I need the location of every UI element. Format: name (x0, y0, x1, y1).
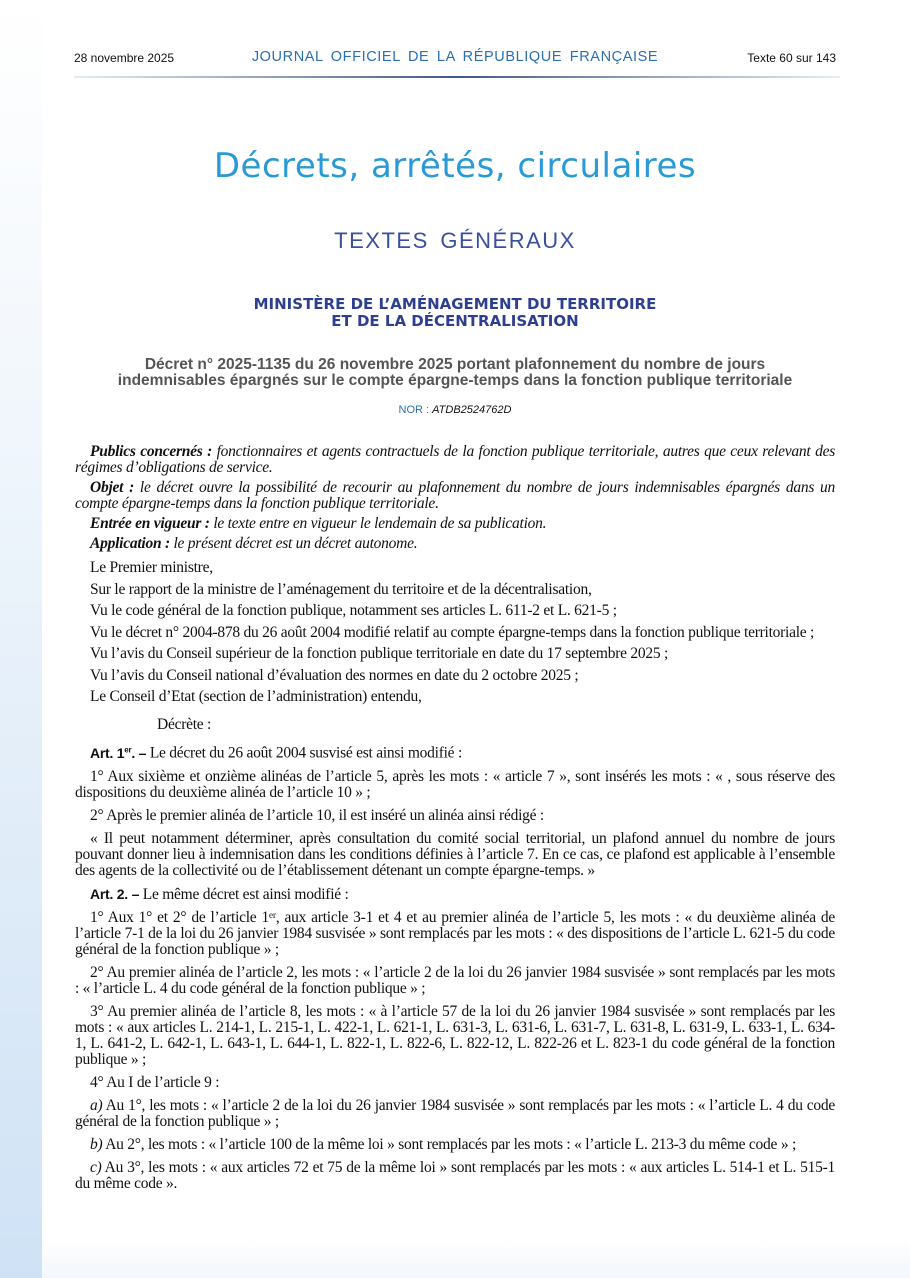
article-sup: er (124, 745, 132, 754)
nor-label: NOR : (398, 404, 430, 416)
subitem-letter: b) (90, 1135, 103, 1153)
visas (75, 560, 835, 733)
article-quote: « Il peut notamment déterminer, après consultation du comité social territorial, un plafond annuel du nombre de jours pouvant donner lieu à indemnisation dans les conditions définies à l’article 7. En ce cas, ce plafond est applicable à l’ensemble des agents de la collectivité ou de l’établissement détenant un compte épargne-temps. » (75, 829, 835, 879)
visa-line: Vu l’avis du Conseil national d’évaluation des normes en date du 2 octobre 2025 ; (90, 666, 579, 684)
section-title: Décrets, arrêtés, circulaires (213, 146, 697, 186)
header-text-number: Texte 60 sur 143 (747, 51, 836, 65)
preamble (75, 444, 835, 552)
visa-line: Vu le décret n° 2004-878 du 26 août 2004 modifié relatif au compte épargne-temps dans la fonction publique territoriale ; (90, 623, 815, 641)
article-subitem (75, 1098, 835, 1130)
subitem-text: Au 3°, les mots : « aux articles 72 et 75 de la même loi » sont remplacés par les mots : « aux articles L. 514-1 et L. 515-1 du même code ». (75, 1158, 835, 1192)
ministry-heading (0, 296, 910, 330)
article-subitem (75, 1137, 835, 1153)
article-number: Art. 1 (90, 744, 125, 761)
article-label (90, 745, 146, 761)
ministry-line: MINISTÈRE DE L’AMÉNAGEMENT DU TERRITOIRE (253, 295, 657, 313)
article-2 (75, 886, 835, 1192)
preamble-text: le présent décret est un décret autonome. (169, 535, 418, 552)
article-intro-text: Le décret du 26 août 2004 susvisé est ainsi modifié : (146, 744, 462, 762)
article-2-intro (75, 886, 835, 903)
article-dash: . – (131, 744, 147, 761)
preamble-item (75, 444, 835, 476)
article-item: 1° Aux sixième et onzième alinéas de l’article 5, après les mots : « article 7 », sont insérés les mots : « , sous réserve des dispositions du deuxième alinéa de l’article 10 » ; (75, 767, 835, 801)
preamble-lead: Application : (90, 535, 170, 552)
article-item: 2° Après le premier alinéa de l’article 10, il est inséré un alinéa ainsi rédigé : (90, 806, 544, 824)
article-subitem (75, 1160, 835, 1192)
viewer-background (0, 0, 42, 1278)
preamble-lead: Entrée en vigueur : (90, 515, 210, 532)
document-body (75, 444, 835, 1199)
preamble-text: fonctionnaires et agents contractuels de la fonction publique territoriale, autres que ceux relevant des régimes d’obligations de service. (75, 443, 835, 476)
nor-value: ATDB2524762D (432, 404, 512, 416)
preamble-item (75, 536, 835, 552)
preamble-item (75, 516, 835, 532)
article-intro-text: Le même décret est ainsi modifié : (139, 885, 349, 903)
viewer-background-bottom (42, 1238, 910, 1278)
subitem-text: Au 1°, les mots : « l’article 2 de la loi du 26 janvier 1984 susvisée » sont remplacés par les mots : « l’article L. 4 du code général de la fonction publique » ; (75, 1096, 835, 1130)
nor-reference (0, 404, 910, 416)
header-rule (74, 76, 840, 78)
subitem-letter: c) (90, 1158, 102, 1176)
decree-title (0, 357, 910, 389)
article-1 (75, 742, 835, 879)
article-label: Art. 2. – (90, 885, 140, 902)
article-item: 1° Aux 1° et 2° de l’article 1ᵉʳ, aux article 3-1 et 4 et au premier alinéa de l’article 5, les mots : « du deuxième alinéa de l’article 7-1 de la loi du 26 janvier 1984 susvisée » sont remplacés par les mots : « des dispositions de l’article L. 621-5 du code général de la fonction publique » ; (75, 908, 835, 958)
decree-title-line: Décret n° 2025-1135 du 26 novembre 2025 portant plafonnement du nombre de jours (144, 356, 766, 373)
subitem-text: Au 2°, les mots : « l’article 100 de la même loi » sont remplacés par les mots : « l’article L. 213-3 du même code » ; (102, 1135, 796, 1153)
preamble-text: le texte entre en vigueur le lendemain de sa publication. (209, 515, 547, 532)
preamble-lead: Objet : (90, 479, 134, 496)
section-subtitle: TEXTES GÉNÉRAUX (334, 228, 576, 253)
preamble-item (75, 480, 835, 512)
ministry-line: ET DE LA DÉCENTRALISATION (331, 312, 579, 330)
page-header (74, 48, 836, 70)
header-date: 28 novembre 2025 (74, 51, 175, 65)
visa-line: Vu l’avis du Conseil supérieur de la fonction publique territoriale en date du 17 septembre 2025 ; (90, 645, 669, 662)
article-1-intro (75, 742, 835, 762)
article-item: 2° Au premier alinéa de l’article 2, les mots : « l’article 2 de la loi du 26 janvier 1984 susvisée » sont remplacés par les mots : « l’article L. 4 du code général de la fonction publique » ; (75, 963, 835, 997)
visa-line: Sur le rapport de la ministre de l’aménagement du territoire et de la décentralisation, (90, 580, 592, 598)
subitem-letter: a) (90, 1096, 103, 1114)
header-journal-title: JOURNAL OFFICIEL DE LA RÉPUBLIQUE FRANÇAISE (251, 49, 659, 65)
decree-title-line: indemnisables épargnés sur le compte épargne-temps dans la fonction publique territoriale (117, 372, 793, 389)
decrete-line: Décrète : (157, 716, 212, 733)
article-item: 3° Au premier alinéa de l’article 8, les mots : « à l’article 57 de la loi du 26 janvier 1984 susvisée » sont remplacés par les mots : « aux articles L. 214-1, L. 215-1, L. 422-1, L. 621-1, L. 631-3, L. 631-6, L. 631-7, L. 631-8, L. 631-9, L. 633-1, L. 634-1, L. 641-2, L. 642-1, L. 643-1, L. 644-1, L. 822-1, L. 822-6, L. 822-12, L. 822-26 et L. 823-1 du code général de la fonction publique » ; (75, 1002, 835, 1068)
preamble-text: le décret ouvre la possibilité de recourir au plafonnement du nombre de jours indemnisables épargnés dans un compte épargne-temps dans la fonction publique territoriale. (75, 479, 836, 512)
preamble-lead: Publics concernés : (90, 443, 213, 460)
visa-line: Vu le code général de la fonction publique, notamment ses articles L. 611-2 et L. 621-5 ; (90, 602, 617, 619)
visa-line: Le Conseil d’Etat (section de l’administration) entendu, (90, 688, 422, 705)
article-item: 4° Au I de l’article 9 : (90, 1073, 220, 1091)
visa-line: Le Premier ministre, (90, 559, 213, 576)
